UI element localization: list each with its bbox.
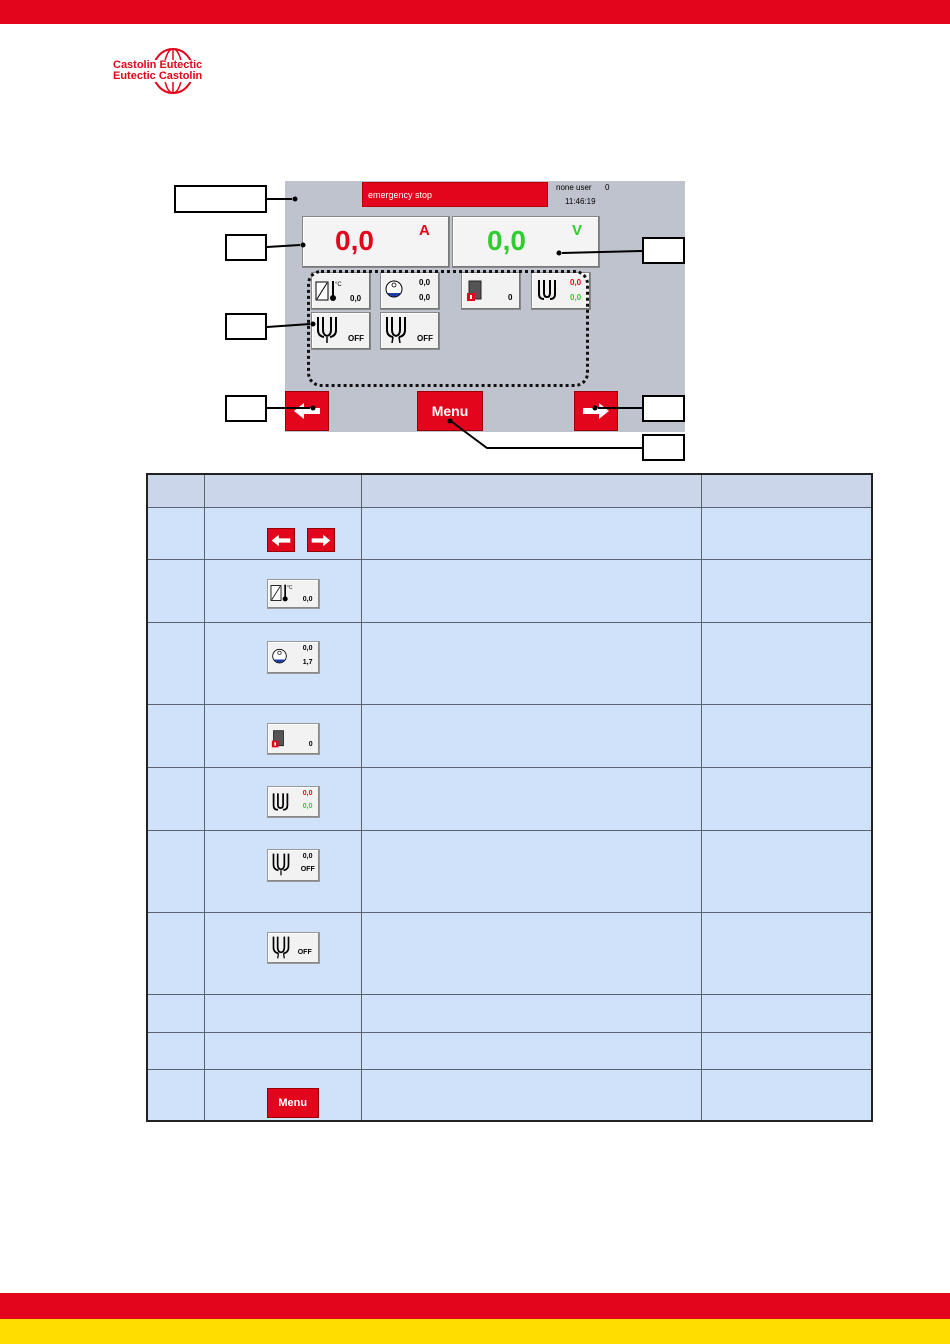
table-row	[147, 1070, 872, 1122]
cooling-unit-icon	[271, 646, 288, 668]
header-cell	[362, 474, 701, 508]
table-row	[147, 508, 872, 560]
torch-icon	[271, 935, 291, 960]
user-label: none user	[556, 183, 592, 192]
cooling-value-2: 0,0	[419, 293, 431, 302]
logo-line-2: Eutectic Castolin	[113, 70, 203, 82]
wire-feeder-icon	[271, 792, 290, 812]
table-row	[147, 560, 872, 623]
svg-text:°C: °C	[286, 584, 293, 591]
cooling-value-2: 1,7	[302, 659, 313, 666]
bottom-yellow-band	[0, 1319, 950, 1344]
table-row	[147, 995, 872, 1033]
voltage-unit: V	[572, 222, 583, 239]
menu-button[interactable]: Menu	[417, 391, 483, 431]
arrow-right-icon	[311, 534, 331, 547]
status-bar: emergency stop	[362, 182, 548, 207]
header-cell	[147, 474, 204, 508]
wire-feeder-tile-sample	[267, 786, 320, 818]
torch-1-value: 0,0	[302, 853, 313, 860]
screen-elements-table	[146, 473, 873, 1122]
table-row	[147, 768, 872, 831]
torch-icon	[271, 852, 291, 877]
temperature-value: 0,0	[350, 294, 362, 303]
torch-1-state: OFF	[348, 334, 364, 343]
next-page-button-sample	[307, 528, 335, 552]
torch-1-state: OFF	[300, 866, 315, 873]
cooling-value-1: 0,0	[419, 278, 431, 287]
arrow-left-icon	[271, 534, 291, 547]
clock-time: 11:46:19	[565, 197, 596, 206]
current-unit: A	[419, 222, 430, 239]
torch-2-state: OFF	[417, 334, 433, 343]
temperature-tile-sample	[267, 579, 320, 609]
menu-button-sample: Menu	[267, 1088, 319, 1118]
wire-value-red: 0,0	[302, 790, 313, 797]
bottom-red-band	[0, 1293, 950, 1319]
previous-page-button-sample	[267, 528, 295, 552]
temperature-value: 0,0	[302, 596, 313, 603]
header-cell	[701, 474, 872, 508]
table-row	[147, 705, 872, 768]
counter-icon	[271, 729, 286, 749]
user-count: 0	[605, 183, 610, 192]
table-row	[147, 1033, 872, 1070]
cooling-value-1: 0,0	[302, 645, 313, 652]
table-row	[147, 913, 872, 995]
torch-2-tile-sample	[267, 932, 320, 964]
header-cell	[204, 474, 362, 508]
table-row	[147, 831, 872, 913]
counter-value: 0	[508, 293, 513, 302]
counter-value: 0	[308, 741, 313, 748]
wire-value-red: 0,0	[570, 278, 582, 287]
logo-line-1: Castolin Eutectic	[113, 59, 203, 71]
torch-1-tile-sample	[267, 849, 320, 882]
table-row	[147, 623, 872, 705]
table-header-row	[147, 474, 872, 508]
callout-leader-lines	[0, 0, 950, 470]
voltage-value: 0,0	[487, 225, 526, 256]
wire-value-green: 0,0	[302, 803, 313, 810]
torch-2-state: OFF	[297, 949, 312, 956]
wire-value-green: 0,0	[570, 293, 582, 302]
thermometer-icon	[270, 583, 292, 603]
current-value: 0,0	[335, 225, 374, 256]
svg-text:°C: °C	[335, 282, 342, 288]
counter-tile-sample	[267, 723, 320, 755]
cooling-tile-sample	[267, 641, 320, 674]
